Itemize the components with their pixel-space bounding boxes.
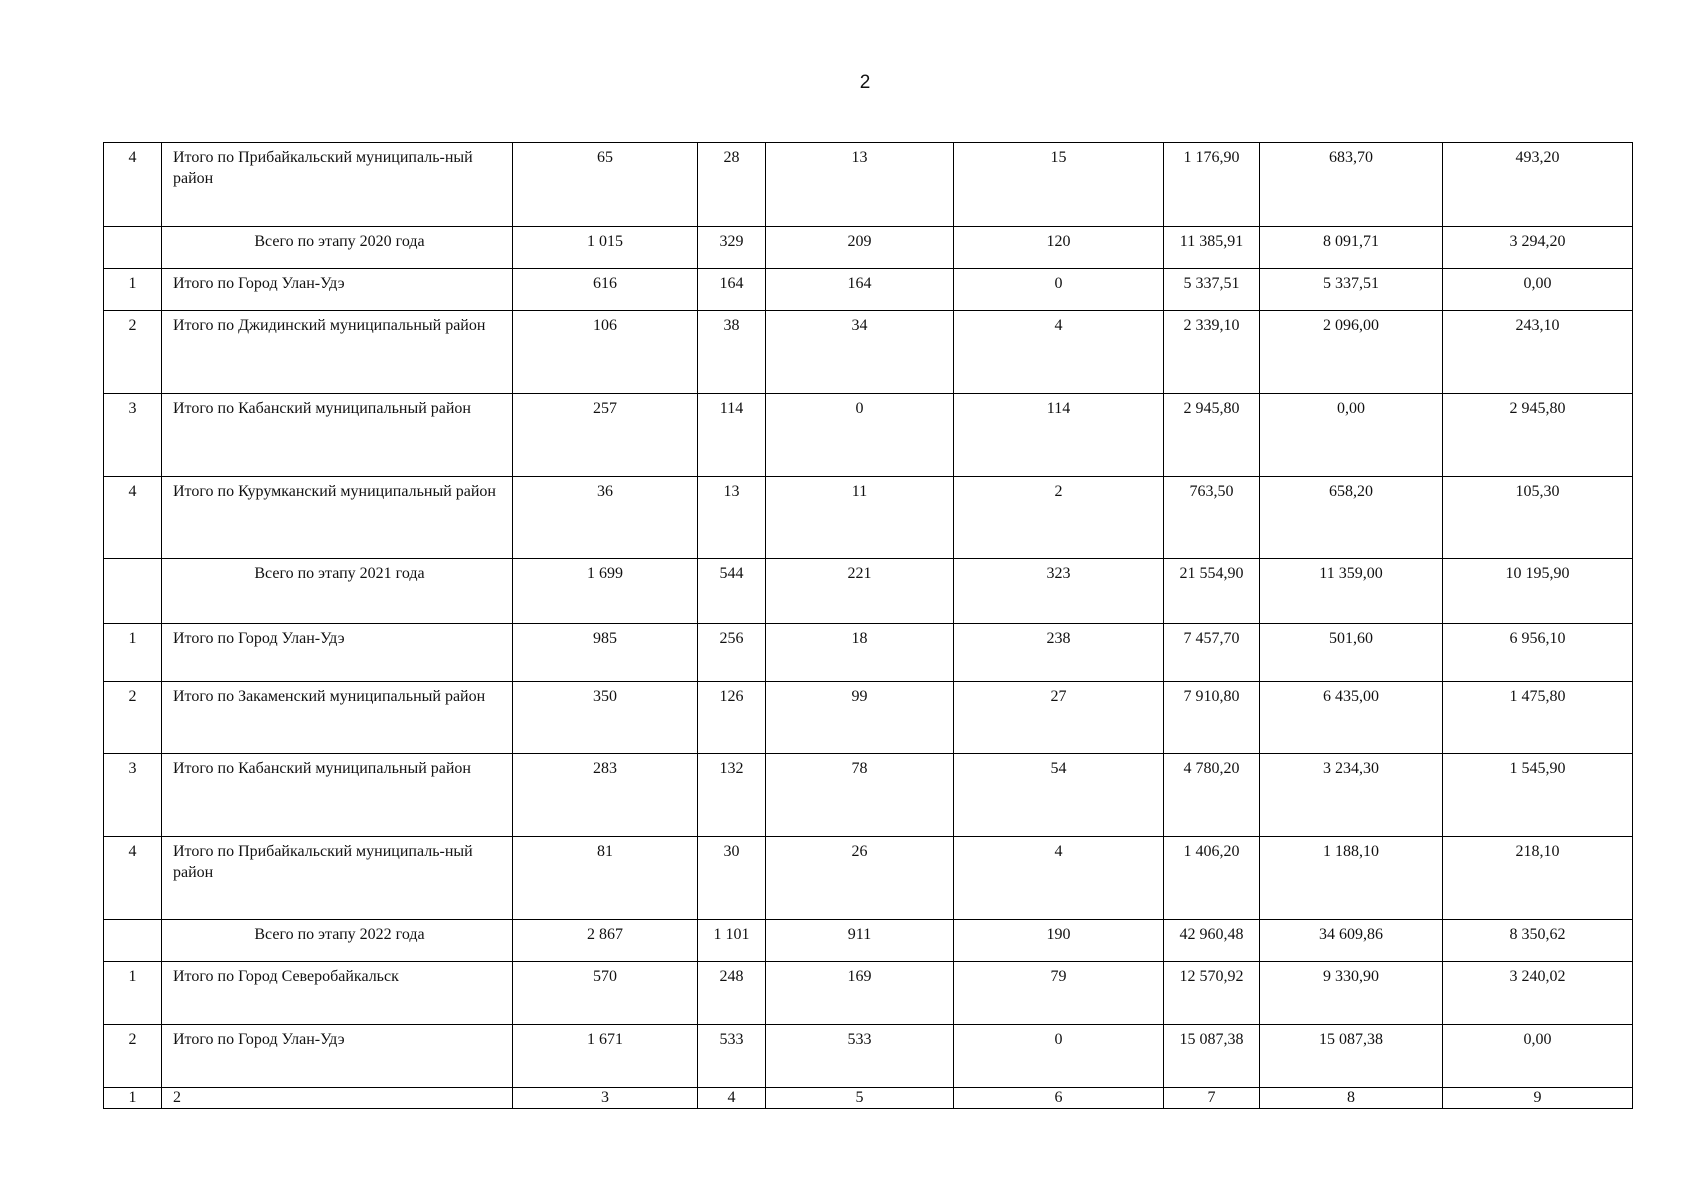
name-cell: Итого по Закаменский муниципальный район (162, 682, 513, 754)
value-cell: 4 (698, 1088, 766, 1109)
value-cell: 257 (513, 394, 698, 477)
stage-total-row (104, 920, 1633, 962)
value-cell: 3 (513, 1088, 698, 1109)
value-cell: 28 (698, 143, 766, 227)
value-cell: 11 359,00 (1260, 559, 1443, 624)
value-cell: 2 339,10 (1164, 311, 1260, 394)
value-cell: 7 (1164, 1088, 1260, 1109)
table-row (104, 624, 1633, 682)
table-row (104, 682, 1633, 754)
row-number-cell: 4 (104, 837, 162, 920)
value-cell: 81 (513, 837, 698, 920)
name-cell: Итого по Прибайкальский муниципаль-ный район (162, 143, 513, 227)
row-number-cell: 2 (104, 1025, 162, 1088)
value-cell: 221 (766, 559, 954, 624)
name-cell: Всего по этапу 2021 года (162, 559, 513, 624)
row-number-cell: 2 (104, 311, 162, 394)
value-cell: 11 (766, 477, 954, 559)
value-cell: 6 956,10 (1443, 624, 1633, 682)
value-cell: 4 (954, 837, 1164, 920)
table-row (104, 1025, 1633, 1088)
table-row (104, 477, 1633, 559)
row-number-cell: 4 (104, 143, 162, 227)
value-cell: 7 910,80 (1164, 682, 1260, 754)
value-cell: 7 457,70 (1164, 624, 1260, 682)
value-cell: 683,70 (1260, 143, 1443, 227)
value-cell: 34 (766, 311, 954, 394)
name-cell: Итого по Курумканский муниципальный район (162, 477, 513, 559)
value-cell: 911 (766, 920, 954, 962)
value-cell: 1 101 (698, 920, 766, 962)
table-row (104, 837, 1633, 920)
value-cell: 27 (954, 682, 1164, 754)
value-cell: 5 (766, 1088, 954, 1109)
value-cell: 15 087,38 (1260, 1025, 1443, 1088)
value-cell: 18 (766, 624, 954, 682)
value-cell: 36 (513, 477, 698, 559)
table-row (104, 394, 1633, 477)
row-number-cell (104, 559, 162, 624)
value-cell: 763,50 (1164, 477, 1260, 559)
table-row (104, 143, 1633, 227)
name-cell: Итого по Кабанский муниципальный район (162, 394, 513, 477)
row-number-cell: 1 (104, 269, 162, 311)
value-cell: 4 780,20 (1164, 754, 1260, 837)
value-cell: 1 699 (513, 559, 698, 624)
value-cell: 658,20 (1260, 477, 1443, 559)
value-cell: 164 (698, 269, 766, 311)
value-cell: 9 (1443, 1088, 1633, 1109)
value-cell: 15 087,38 (1164, 1025, 1260, 1088)
value-cell: 2 945,80 (1164, 394, 1260, 477)
value-cell: 256 (698, 624, 766, 682)
name-cell: Итого по Город Северобайкальск (162, 962, 513, 1025)
name-cell: Итого по Город Улан-Удэ (162, 624, 513, 682)
value-cell: 6 435,00 (1260, 682, 1443, 754)
value-cell: 0,00 (1260, 394, 1443, 477)
value-cell: 34 609,86 (1260, 920, 1443, 962)
value-cell: 0 (954, 1025, 1164, 1088)
value-cell: 544 (698, 559, 766, 624)
value-cell: 8 (1260, 1088, 1443, 1109)
name-cell: Итого по Кабанский муниципальный район (162, 754, 513, 837)
value-cell: 1 475,80 (1443, 682, 1633, 754)
program-stages-table (103, 142, 1633, 1109)
value-cell: 1 015 (513, 227, 698, 269)
row-number-cell: 4 (104, 477, 162, 559)
row-number-cell: 3 (104, 394, 162, 477)
row-number-cell: 1 (104, 962, 162, 1025)
value-cell: 3 234,30 (1260, 754, 1443, 837)
table-row (104, 311, 1633, 394)
value-cell: 2 096,00 (1260, 311, 1443, 394)
name-cell: Итого по Джидинский муниципальный район (162, 311, 513, 394)
row-number-cell (104, 227, 162, 269)
name-cell: 2 (162, 1088, 513, 1109)
value-cell: 533 (766, 1025, 954, 1088)
value-cell: 1 406,20 (1164, 837, 1260, 920)
stage-total-row (104, 559, 1633, 624)
value-cell: 13 (766, 143, 954, 227)
value-cell: 4 (954, 311, 1164, 394)
value-cell: 169 (766, 962, 954, 1025)
value-cell: 533 (698, 1025, 766, 1088)
value-cell: 2 (954, 477, 1164, 559)
value-cell: 1 671 (513, 1025, 698, 1088)
value-cell: 3 294,20 (1443, 227, 1633, 269)
value-cell: 5 337,51 (1260, 269, 1443, 311)
name-cell: Всего по этапу 2020 года (162, 227, 513, 269)
value-cell: 0,00 (1443, 1025, 1633, 1088)
value-cell: 501,60 (1260, 624, 1443, 682)
value-cell: 10 195,90 (1443, 559, 1633, 624)
value-cell: 2 945,80 (1443, 394, 1633, 477)
value-cell: 12 570,92 (1164, 962, 1260, 1025)
table-row (104, 269, 1633, 311)
row-number-cell: 1 (104, 624, 162, 682)
value-cell: 164 (766, 269, 954, 311)
value-cell: 0 (954, 269, 1164, 311)
row-number-cell: 2 (104, 682, 162, 754)
value-cell: 30 (698, 837, 766, 920)
value-cell: 21 554,90 (1164, 559, 1260, 624)
value-cell: 8 091,71 (1260, 227, 1443, 269)
row-number-cell: 1 (104, 1088, 162, 1109)
value-cell: 2 867 (513, 920, 698, 962)
value-cell: 54 (954, 754, 1164, 837)
row-number-cell (104, 920, 162, 962)
value-cell: 329 (698, 227, 766, 269)
value-cell: 3 240,02 (1443, 962, 1633, 1025)
value-cell: 1 188,10 (1260, 837, 1443, 920)
value-cell: 132 (698, 754, 766, 837)
value-cell: 238 (954, 624, 1164, 682)
value-cell: 15 (954, 143, 1164, 227)
value-cell: 42 960,48 (1164, 920, 1260, 962)
value-cell: 350 (513, 682, 698, 754)
value-cell: 493,20 (1443, 143, 1633, 227)
value-cell: 13 (698, 477, 766, 559)
row-number-cell: 3 (104, 754, 162, 837)
stage-total-row (104, 227, 1633, 269)
value-cell: 120 (954, 227, 1164, 269)
value-cell: 114 (954, 394, 1164, 477)
value-cell: 283 (513, 754, 698, 837)
value-cell: 78 (766, 754, 954, 837)
value-cell: 1 545,90 (1443, 754, 1633, 837)
name-cell: Итого по Город Улан-Удэ (162, 1025, 513, 1088)
value-cell: 0 (766, 394, 954, 477)
value-cell: 38 (698, 311, 766, 394)
value-cell: 9 330,90 (1260, 962, 1443, 1025)
name-cell: Итого по Прибайкальский муниципаль-ный район (162, 837, 513, 920)
value-cell: 8 350,62 (1443, 920, 1633, 962)
value-cell: 26 (766, 837, 954, 920)
value-cell: 114 (698, 394, 766, 477)
value-cell: 570 (513, 962, 698, 1025)
name-cell: Итого по Город Улан-Удэ (162, 269, 513, 311)
value-cell: 65 (513, 143, 698, 227)
table-row (104, 754, 1633, 837)
value-cell: 5 337,51 (1164, 269, 1260, 311)
value-cell: 105,30 (1443, 477, 1633, 559)
column-numbers-row (104, 1088, 1633, 1109)
value-cell: 1 176,90 (1164, 143, 1260, 227)
value-cell: 323 (954, 559, 1164, 624)
value-cell: 99 (766, 682, 954, 754)
value-cell: 106 (513, 311, 698, 394)
value-cell: 616 (513, 269, 698, 311)
value-cell: 985 (513, 624, 698, 682)
value-cell: 190 (954, 920, 1164, 962)
table-row (104, 962, 1633, 1025)
value-cell: 209 (766, 227, 954, 269)
page-number: 2 (859, 72, 871, 93)
value-cell: 218,10 (1443, 837, 1633, 920)
value-cell: 0,00 (1443, 269, 1633, 311)
value-cell: 243,10 (1443, 311, 1633, 394)
value-cell: 6 (954, 1088, 1164, 1109)
value-cell: 11 385,91 (1164, 227, 1260, 269)
value-cell: 79 (954, 962, 1164, 1025)
name-cell: Всего по этапу 2022 года (162, 920, 513, 962)
value-cell: 248 (698, 962, 766, 1025)
value-cell: 126 (698, 682, 766, 754)
